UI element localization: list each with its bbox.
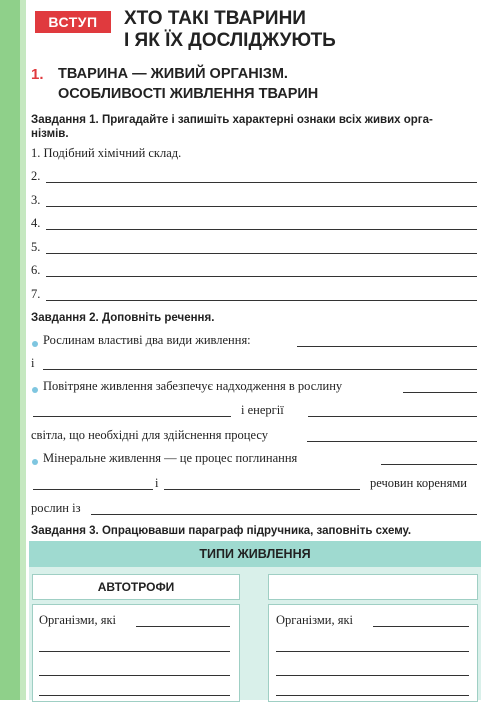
scheme-left-blank-3[interactable] bbox=[39, 675, 230, 676]
task2-s3-from: рослин із bbox=[31, 501, 81, 515]
page-edge-stripe bbox=[0, 0, 20, 700]
section-title-line2: ОСОБЛИВОСТІ ЖИВЛЕННЯ ТВАРИН bbox=[58, 86, 319, 102]
bullet-icon bbox=[32, 459, 38, 465]
task1-answer-line-3[interactable] bbox=[46, 206, 477, 207]
task2-s1-blank-1[interactable] bbox=[297, 346, 477, 347]
bullet-icon bbox=[32, 387, 38, 393]
chapter-badge: ВСТУП bbox=[35, 11, 111, 33]
scheme-left-organisms-label: Організми, які bbox=[39, 613, 117, 627]
scheme-right-box-title[interactable] bbox=[268, 574, 478, 600]
task2-s2-light: світла, що необхідні для здійснення процесу bbox=[31, 428, 268, 442]
task1-heading bbox=[31, 113, 476, 141]
task1-heading-line2: нізмів. bbox=[31, 128, 69, 140]
chapter-title bbox=[124, 8, 336, 52]
chapter-title-line1: ХТО ТАКІ ТВАРИНИ bbox=[124, 8, 306, 29]
task1-item-3: 3. bbox=[31, 193, 41, 207]
task2-s1-blank-2[interactable] bbox=[43, 369, 477, 370]
task2-s3-blank-4[interactable] bbox=[91, 514, 477, 515]
task2-s3-blank-2[interactable] bbox=[33, 489, 153, 490]
scheme-right-blank-1[interactable] bbox=[373, 626, 469, 627]
page-edge-stripe-light bbox=[20, 0, 26, 700]
task2-s3-blank-1[interactable] bbox=[381, 464, 477, 465]
scheme-left-blank-4[interactable] bbox=[39, 695, 230, 696]
task2-heading: Завдання 2. Доповніть речення. bbox=[31, 312, 215, 324]
task1-answer-line-6[interactable] bbox=[46, 276, 477, 277]
scheme-right-blank-2[interactable] bbox=[276, 651, 469, 652]
task2-sentence1: Рослинам властиві два види живлення: bbox=[43, 333, 251, 347]
task2-s3-roots: речовин коренями bbox=[370, 476, 467, 490]
task3-heading: Завдання 3. Опрацювавши параграф підручника, заповніть схему. bbox=[31, 525, 412, 537]
scheme-right-blank-3[interactable] bbox=[276, 675, 469, 676]
task1-item-7: 7. bbox=[31, 287, 41, 301]
chapter-title-line2: І ЯК ЇХ ДОСЛІДЖУЮТЬ bbox=[124, 30, 336, 51]
task1-item-2: 2. bbox=[31, 169, 41, 183]
task2-sentence2: Повітряне живлення забезпечує надходження в рослину bbox=[43, 379, 343, 393]
task1-item-4: 4. bbox=[31, 216, 41, 230]
task1-item-1: 1. Подібний хімічний склад. bbox=[31, 146, 182, 160]
scheme-left-blank-1[interactable] bbox=[136, 626, 230, 627]
task2-s1-and: і bbox=[31, 356, 35, 370]
section-title-line1: ТВАРИНА — ЖИВИЙ ОРГАНІЗМ. bbox=[58, 66, 288, 82]
task2-s2-blank-4[interactable] bbox=[307, 441, 477, 442]
task1-answer-line-4[interactable] bbox=[46, 229, 477, 230]
task1-answer-line-2[interactable] bbox=[46, 182, 477, 183]
task2-s2-blank-1[interactable] bbox=[403, 392, 477, 393]
task1-answer-line-5[interactable] bbox=[46, 253, 477, 254]
task2-s3-blank-3[interactable] bbox=[164, 489, 360, 490]
scheme-left-blank-2[interactable] bbox=[39, 651, 230, 652]
task1-heading-line1: Завдання 1. Пригадайте і запишіть характерні ознаки всіх живих орга- bbox=[31, 114, 433, 126]
bullet-icon bbox=[32, 341, 38, 347]
scheme-left-box-title: АВТОТРОФИ bbox=[32, 574, 240, 600]
scheme-right-blank-4[interactable] bbox=[276, 695, 469, 696]
task2-s3-and: і bbox=[155, 476, 159, 490]
task1-answer-line-7[interactable] bbox=[46, 300, 477, 301]
scheme-right-organisms-label: Організми, які bbox=[276, 613, 354, 627]
task1-item-5: 5. bbox=[31, 240, 41, 254]
task2-s2-blank-3[interactable] bbox=[308, 416, 477, 417]
scheme-title: ТИПИ ЖИВЛЕННЯ bbox=[29, 541, 481, 567]
task2-s2-blank-2[interactable] bbox=[33, 416, 231, 417]
section-number: 1. bbox=[31, 66, 44, 83]
section-title bbox=[58, 64, 318, 104]
task2-s2-and-energy: і енергії bbox=[241, 403, 284, 417]
task1-item-6: 6. bbox=[31, 263, 41, 277]
task2-sentence3: Мінеральне живлення — це процес поглинання bbox=[43, 451, 298, 465]
